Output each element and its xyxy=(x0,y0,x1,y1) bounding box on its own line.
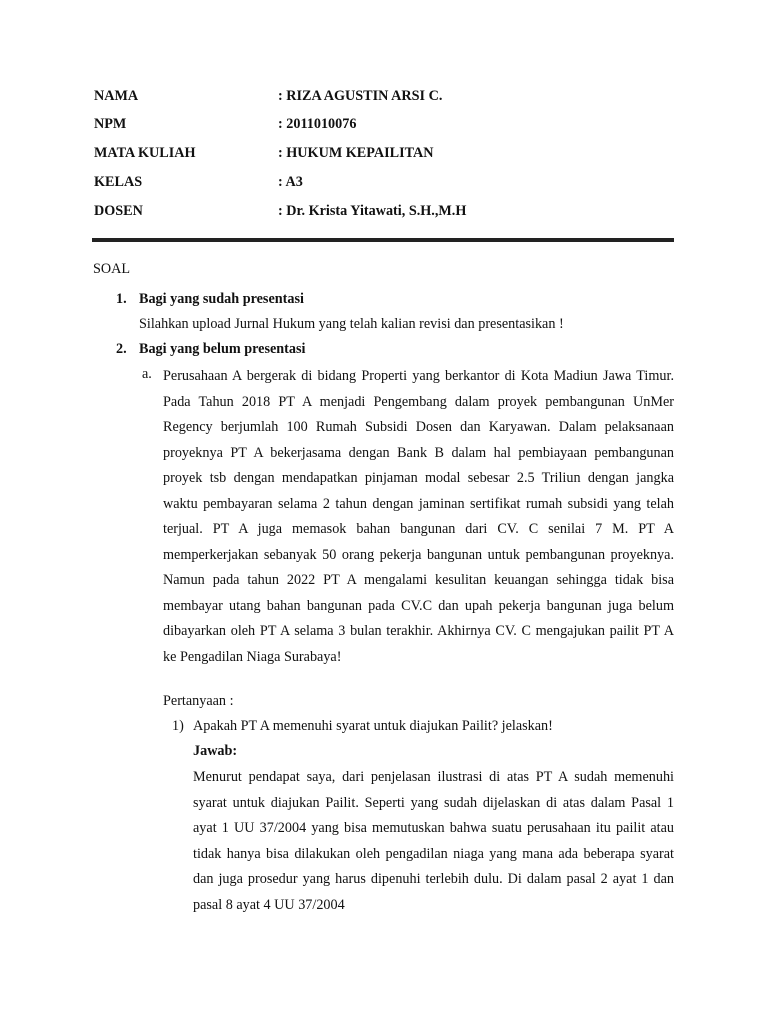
item2-number: 2. xyxy=(116,341,127,357)
pertanyaan-label: Pertanyaan : xyxy=(163,693,234,709)
answer-text: Menurut pendapat saya, dari penjelasan ilustrasi di atas PT A sudah memenuhi syarat untuk diajukan Pailit. Seperti yang sudah dijelaskan di atas dalam Pasal 1 ayat 1 UU 37/2004 yang bisa memutuskan bahwa suatu perusahaan itu pailit atau tidak hanya bisa dilakukan oleh pengadilan niaga yang mana ada beberapa syarat dan juga prosedur yang harus dipenuhi terlebih dulu. Di dalam pasal 2 ayat 1 dan pasal 8 ayat 4 UU 37/2004 xyxy=(193,769,674,913)
npm-label: NPM xyxy=(94,116,127,132)
item1-heading: Bagi yang sudah presentasi xyxy=(139,291,304,307)
nama-label: NAMA xyxy=(94,88,139,104)
header-divider xyxy=(92,238,674,242)
case-text: Perusahaan A bergerak di bidang Properti yang berkantor di Kota Madiun Jawa Timur. Pada Tahun 2018 PT A menjadi Pengembang dalam proyek pembangunan UnMer Regency berjumlah 100 Rumah Subsidi Dosen dan Karyawan. Dalam pelaksanaan proyeknya PT A bekerjasama dengan Bank B dalam hal pembiayaan pembangunan proyek tsb dengan mendapatkan pinjaman modal sebesar 2.5 Triliun dengan jangka waktu pembayaran selama 2 tahun dengan jaminan sertifikat rumah subsidi yang telah terjual. PT A juga memasok bahan bangunan dari CV. C senilai 7 M. PT A memperkerjakan sebanyak 50 orang pekerja bangunan untuk pembangunan proyeknya. Namun pada tahun 2022 PT A mengalami kesulitan keuangan sehingga tidak bisa membayar utang bahan bangunan pada CV.C dan upah pekerja bangunan juga belum dibayarkan oleh PT A selama 3 bulan terakhir. Akhirnya CV. C mengajukan pailit PT A ke Pengadilan Niaga Surabaya! xyxy=(163,368,674,665)
item1-number: 1. xyxy=(116,291,127,307)
mata-kuliah-value: : HUKUM KEPAILITAN xyxy=(278,145,434,161)
subitem-a-marker: a. xyxy=(142,366,152,382)
case-paragraph xyxy=(163,364,674,670)
question1-text: Apakah PT A memenuhi syarat untuk diajukan Pailit? jelaskan! xyxy=(193,718,553,734)
kelas-label: KELAS xyxy=(94,174,143,190)
npm-value: : 2011010076 xyxy=(278,116,357,132)
mata-kuliah-label: MATA KULIAH xyxy=(94,145,196,161)
kelas-value: : A3 xyxy=(278,174,303,190)
item1-text: Silahkan upload Jurnal Hukum yang telah kalian revisi dan presentasikan ! xyxy=(139,316,564,332)
dosen-label: DOSEN xyxy=(94,203,143,219)
dosen-value: : Dr. Krista Yitawati, S.H.,M.H xyxy=(278,203,467,219)
nama-value: : RIZA AGUSTIN ARSI C. xyxy=(278,88,443,104)
soal-title: SOAL xyxy=(93,261,131,277)
item2-heading: Bagi yang belum presentasi xyxy=(139,341,306,357)
answer-paragraph xyxy=(193,765,674,919)
jawab-label: Jawab: xyxy=(193,743,238,759)
question1-number: 1) xyxy=(172,718,184,734)
